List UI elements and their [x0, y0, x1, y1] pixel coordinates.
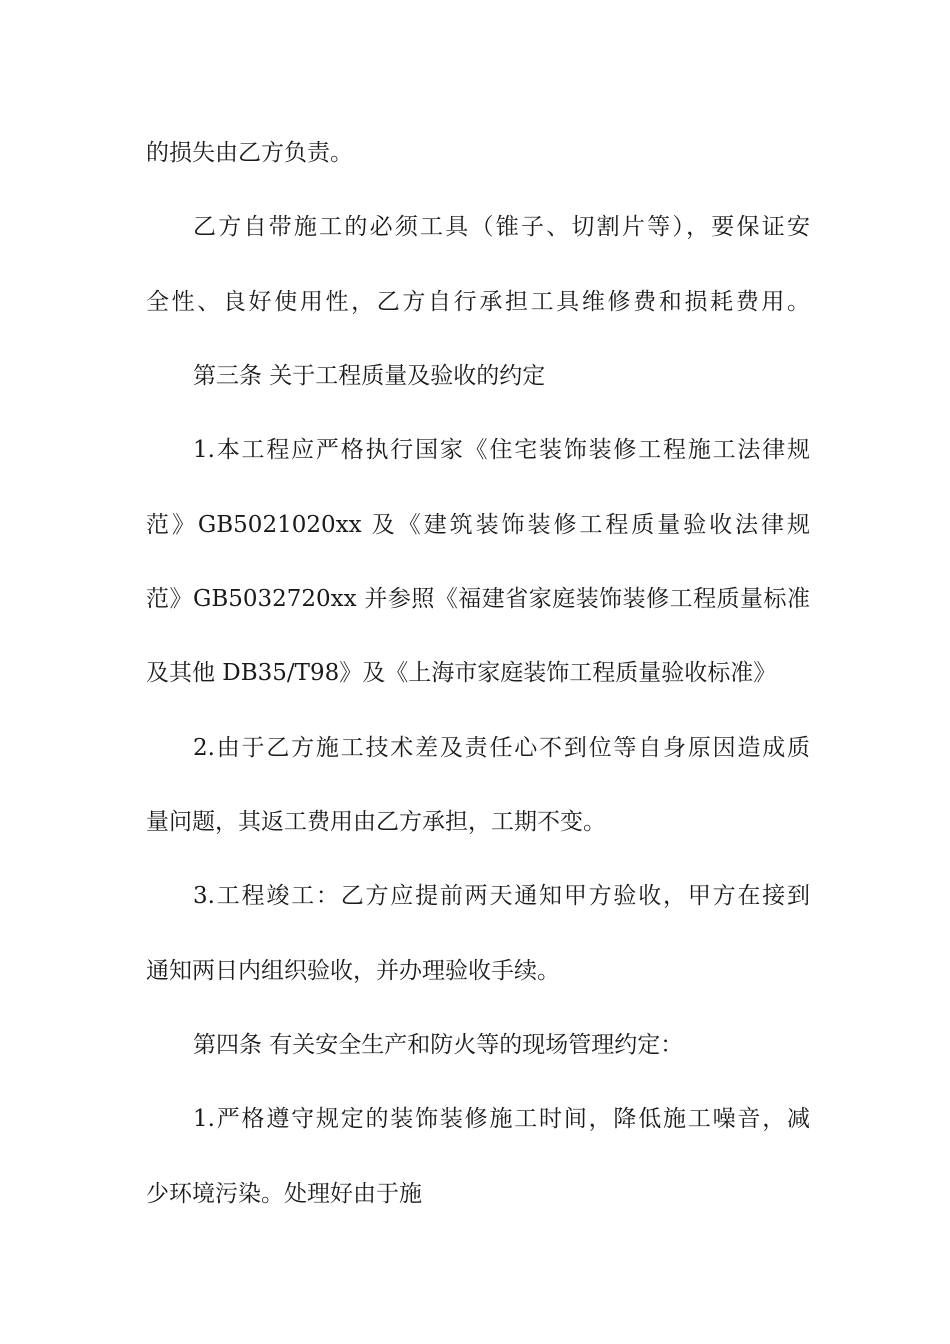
section-heading-4: 第四条 有关安全生产和防火等的现场管理约定：	[193, 1032, 684, 1058]
text-line-1: 的损失由乙方负责。	[146, 140, 353, 166]
section-heading-3: 第三条 关于工程质量及验收的约定	[193, 363, 546, 389]
text-line-15: 少环境污染。处理好由于施	[146, 1181, 422, 1207]
text-line-3: 全性、良好使用性，乙方自行承担工具维修费和损耗费用。	[146, 289, 810, 315]
text-line-10: 量问题，其返工费用由乙方承担，工期不变。	[146, 809, 606, 835]
text-line-5: 1.本工程应严格执行国家《住宅装饰装修工程施工法律规	[193, 437, 810, 463]
text-line-14: 1.严格遵守规定的装饰装修施工时间，降低施工噪音，减	[193, 1106, 810, 1132]
text-line-8: 及其他 DB35/T98》及《上海市家庭装饰工程质量验收标准》	[146, 660, 777, 686]
text-line-6: 范》GB5021020xx 及《建筑装饰装修工程质量验收法律规	[146, 512, 810, 538]
text-line-11: 3.工程竣工：乙方应提前两天通知甲方验收，甲方在接到	[193, 883, 810, 909]
text-line-12: 通知两日内组织验收，并办理验收手续。	[146, 958, 560, 984]
text-line-7: 范》GB5032720xx 并参照《福建省家庭装饰装修工程质量标准	[146, 586, 810, 612]
text-line-2: 乙方自带施工的必须工具（锥子、切割片等），要保证安	[193, 214, 810, 240]
text-line-9: 2.由于乙方施工技术差及责任心不到位等自身原因造成质	[193, 735, 810, 761]
